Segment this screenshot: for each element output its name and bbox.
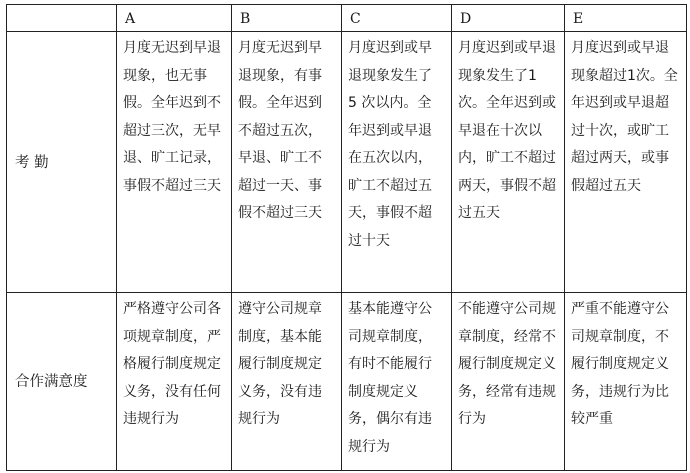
header-cell-e: E bbox=[565, 5, 687, 32]
row-label-attendance: 考 勤 bbox=[7, 32, 117, 293]
table-row-cooperation bbox=[7, 293, 687, 471]
criteria-cell-cooperation-e: 严重不能遵守公司规章制度，不履行制度规定义务，违规行为比较严重 bbox=[565, 293, 687, 471]
criteria-cell-attendance-b: 月度无迟到早退现象，有事假。全年迟到不超过五次，早退、旷工不超过一天、事假不超过三天 bbox=[232, 32, 342, 293]
criteria-cell-attendance-a: 月度无迟到早退现象，也无事假。全年迟到不超过三次，无早退、旷工记录，事假不超过三天 bbox=[117, 32, 232, 293]
header-cell-corner bbox=[7, 5, 117, 32]
criteria-cell-cooperation-b: 遵守公司规章制度，基本能履行制度规定义务，没有违规行为 bbox=[232, 293, 342, 471]
criteria-cell-cooperation-c: 基本能遵守公司规章制度，有时不能履行制度规定义务，偶尔有违规行为 bbox=[342, 293, 452, 471]
criteria-cell-attendance-c: 月度迟到或早退现象发生了 5 次以内。全年迟到或早退在五次以内，旷工不超过五天，事假不超过十天 bbox=[342, 32, 452, 293]
criteria-cell-cooperation-a: 严格遵守公司各项规章制度，严格履行制度规定义务，没有任何违规行为 bbox=[117, 293, 232, 471]
criteria-table bbox=[6, 4, 687, 471]
header-row bbox=[7, 5, 687, 32]
table-row-attendance bbox=[7, 32, 687, 293]
header-cell-c: C bbox=[342, 5, 452, 32]
header-cell-b: B bbox=[232, 5, 342, 32]
criteria-cell-attendance-e: 月度迟到或早退现象超过1次。全年迟到或早退超过十次，或旷工超过两天，或事假超过五天 bbox=[565, 32, 687, 293]
criteria-cell-attendance-d: 月度迟到或早退现象发生了1次。全年迟到或早退在十次以内，旷工不超过两天，事假不超过五天 bbox=[452, 32, 565, 293]
header-cell-d: D bbox=[452, 5, 565, 32]
header-cell-a: A bbox=[117, 5, 232, 32]
row-label-cooperation: 合作满意度 bbox=[7, 293, 117, 471]
criteria-cell-cooperation-d: 不能遵守公司规章制度，经常不履行制度规定义务，经常有违规行为 bbox=[452, 293, 565, 471]
